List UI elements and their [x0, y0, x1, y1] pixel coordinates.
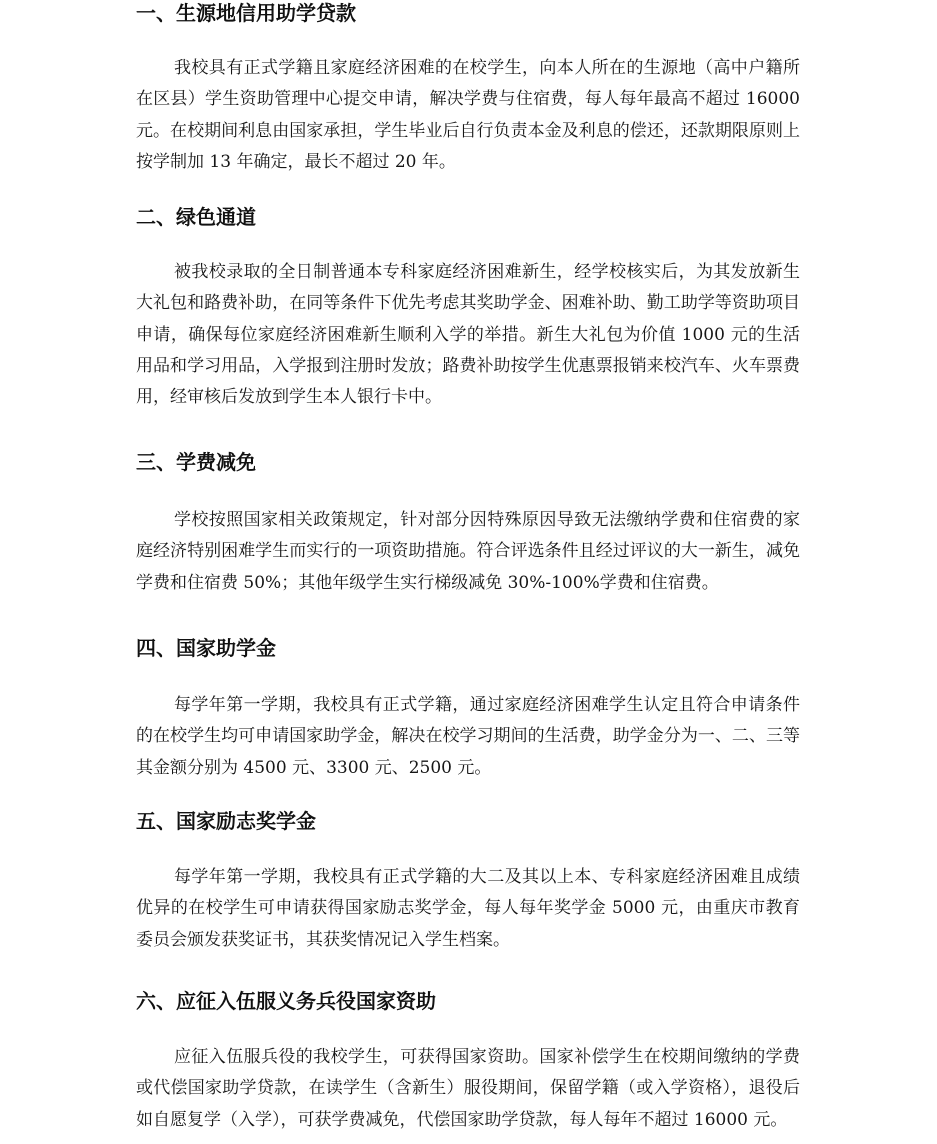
section-heading-1: 一、生源地信用助学贷款: [136, 1, 356, 25]
section-body-2: 被我校录取的全日制普通本专科家庭经济困难新生，经学校核实后，为其发放新生大礼包和路费补助，在同等条件下优先考虑其奖助学金、困难补助、勤工助学等资助项目申请，确保每位家庭经济困难新生顺利入学的举措。新生大礼包为价值 1000 元的生活用品和学习用品，入学报到注册时发放；路费补助按学生优惠票报销来校汽车、火车票费用，经审核后发放到学生本人银行卡中。: [136, 262, 800, 408]
section-body-4: 每学年第一学期，我校具有正式学籍，通过家庭经济困难学生认定且符合申请条件的在校学生均可申请国家助学金，解决在校学习期间的生活费，助学金分为一、二、三等其金额分别为 4500 元、3300 元、2500 元。: [136, 695, 800, 778]
section-heading-5: 五、国家励志奖学金: [136, 809, 316, 833]
section-heading-4: 四、国家助学金: [136, 636, 276, 660]
section-body-1: 我校具有正式学籍且家庭经济困难的在校学生，向本人所在的生源地（高中户籍所在区县）学生资助管理中心提交申请，解决学费与住宿费，每人每年最高不超过 16000 元。在校期间利息由国家承担，学生毕业后自行负责本金及利息的偿还，还款期限原则上按学制加 13 年确定，最长不超过 20 年。: [136, 58, 800, 172]
section-heading-2: 二、绿色通道: [136, 205, 256, 229]
section-body-5: 每学年第一学期，我校具有正式学籍的大二及其以上本、专科家庭经济困难且成绩优异的在校学生可申请获得国家励志奖学金，每人每年奖学金 5000 元，由重庆市教育委员会颁发获奖证书，其获奖情况记入学生档案。: [136, 867, 800, 950]
section-heading-3: 三、学费减免: [136, 450, 256, 474]
section-body-6: 应征入伍服兵役的我校学生，可获得国家资助。国家补偿学生在校期间缴纳的学费或代偿国家助学贷款，在读学生（含新生）服役期间，保留学籍（或入学资格），退役后如自愿复学（入学），可获学费减免，代偿国家助学贷款，每人每年不超过 16000 元。: [136, 1047, 800, 1130]
section-heading-6: 六、应征入伍服义务兵役国家资助: [136, 989, 436, 1013]
section-body-3: 学校按照国家相关政策规定，针对部分因特殊原因导致无法缴纳学费和住宿费的家庭经济特别困难学生而实行的一项资助措施。符合评选条件且经过评议的大一新生，减免学费和住宿费 50%；其他年级学生实行梯级减免 30%-100%学费和住宿费。: [136, 510, 800, 593]
